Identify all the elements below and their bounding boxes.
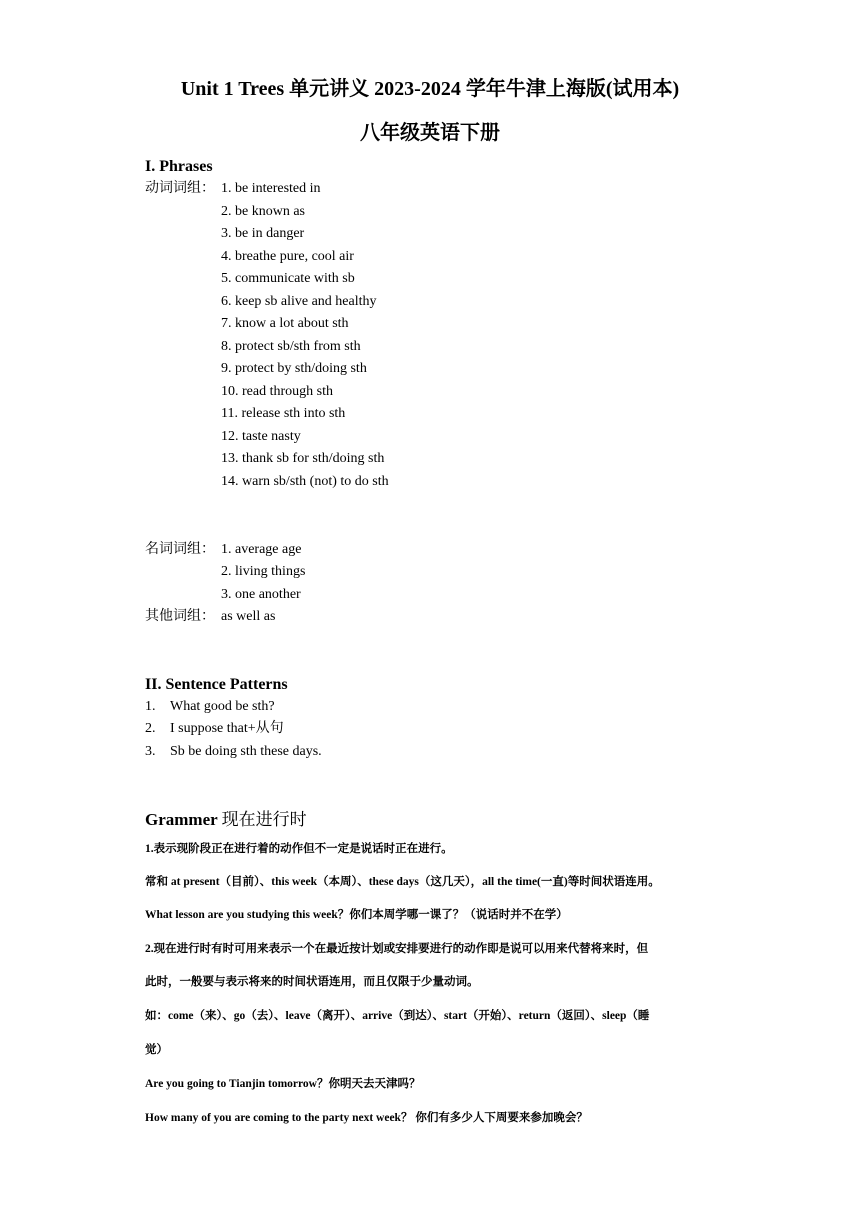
grammar-paragraph: 1.表示现阶段正在进行着的动作但不一定是说话时正在进行。 [145,843,453,855]
other-phrases-label: 其他词组： [145,609,215,624]
verb-phrase-item: 2. be known as [221,204,305,219]
verb-phrase-item: 13. thank sb for sth/doing sth [221,451,385,466]
pattern-number: 2. [145,721,156,736]
noun-phrase-item: 3. one another [221,587,301,602]
grammar-paragraph: Are you going to Tianjin tomorrow？你明天去天津吗？ [145,1078,421,1090]
verb-phrase-item: 4. breathe pure, cool air [221,249,354,264]
verb-phrase-item: 12. taste nasty [221,429,301,444]
verb-phrase-item: 7. know a lot about sth [221,316,349,331]
grammar-heading-en: Grammer [145,810,218,829]
verb-phrase-item: 8. protect sb/sth from sth [221,339,361,354]
grammar-paragraph: How many of you are coming to the party next week？ 你们有多少人下周要来参加晚会？ [145,1112,588,1124]
grammar-paragraph: 觉） [145,1044,168,1056]
noun-phrase-item: 1. average age [221,542,302,557]
phrases-heading: I. Phrases [145,158,213,175]
verb-phrase-item: 14. warn sb/sth (not) to do sth [221,474,389,489]
grammar-paragraph: 如：come（来）、go（去）、leave（离开）、arrive（到达）、start（开始）、return（返回）、sleep（睡 [145,1010,650,1022]
grammar-heading [145,808,307,832]
verb-phrase-item: 9. protect by sth/doing sth [221,361,367,376]
verb-phrase-item: 11. release sth into sth [221,406,346,421]
pattern-text: What good be sth? [170,699,275,714]
grammar-paragraph: What lesson are you studying this week？你们本周学哪一课了？（说话时并不在学） [145,909,568,921]
verb-phrase-item: 5. communicate with sb [221,271,355,286]
pattern-number: 1. [145,699,156,714]
verb-phrase-item: 1. be interested in [221,181,321,196]
noun-phrase-item: 2. living things [221,564,306,579]
document-subtitle: 八年级英语下册 [360,122,500,144]
sentence-patterns-heading: II. Sentence Patterns [145,676,288,693]
other-phrase-item: as well as [221,609,276,624]
verb-phrase-item: 3. be in danger [221,226,305,241]
verb-phrase-item: 6. keep sb alive and healthy [221,294,377,309]
pattern-text: I suppose that+从句 [170,721,284,736]
pattern-text: Sb be doing sth these days. [170,744,322,759]
grammar-paragraph: 常和 at present（目前）、this week（本周）、these days（这几天），all the time(一直)等时间状语连用。 [145,876,660,888]
pattern-number: 3. [145,744,156,759]
verb-phrase-item: 10. read through sth [221,384,333,399]
grammar-heading-cn: 现在进行时 [221,810,307,829]
noun-phrases-label: 名词词组： [145,542,215,557]
grammar-paragraph: 此时，一般要与表示将来的时间状语连用，而且仅限于少量动词。 [145,976,479,988]
grammar-paragraph: 2.现在进行时有时可用来表示一个在最近按计划或安排要进行的动作即是说可以用来代替将来时，但 [145,943,649,955]
verb-phrases-label: 动词词组： [145,181,215,196]
document-title: Unit 1 Trees 单元讲义 2023-2024 学年牛津上海版(试用本) [180,78,680,100]
